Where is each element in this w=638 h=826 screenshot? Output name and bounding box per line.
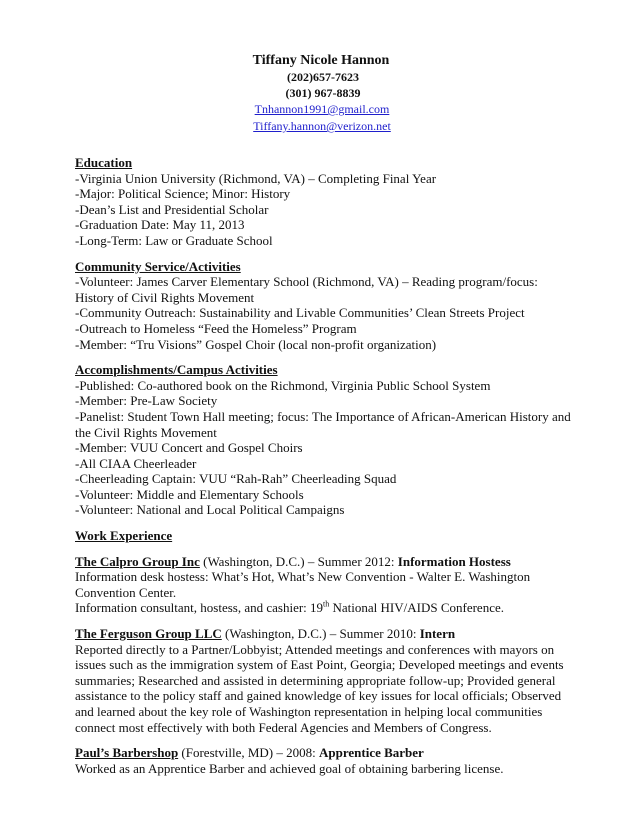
section-heading: Community Service/Activities bbox=[75, 258, 241, 274]
job-meta: (Washington, D.C.) – Summer 2010: bbox=[221, 626, 420, 642]
section-heading: Education bbox=[75, 155, 133, 170]
job-description-line: assistance to the policy staff and gained knowledge of key issues for local officials; Observed bbox=[75, 688, 562, 704]
job-meta: (Forestville, MD) – 2008: bbox=[178, 745, 319, 761]
job-title-line bbox=[75, 626, 565, 642]
ordinal-suffix: th bbox=[323, 600, 330, 610]
section-heading: Work Experience bbox=[75, 528, 173, 544]
job-role: Information Hostess bbox=[397, 553, 511, 569]
job-description-line: summaries; Researched and assisted in determining appropriate follow-up; Provided general bbox=[75, 672, 556, 688]
job-organization: Paul’s Barbershop bbox=[75, 745, 179, 761]
job-organization: The Ferguson Group LLC bbox=[75, 626, 222, 642]
accomplishments-section bbox=[75, 362, 571, 518]
resume-body bbox=[75, 155, 571, 786]
accomplishment-line: -Volunteer: Middle and Elementary Schools bbox=[75, 486, 304, 502]
accomplishment-line: -All CIAA Cheerleader bbox=[75, 455, 197, 471]
accomplishment-line: the Civil Rights Movement bbox=[75, 424, 217, 440]
job-description-line: Reported directly to a Partner/Lobbyist; Attended meetings and conferences with mayors on bbox=[75, 641, 555, 657]
job-description-line bbox=[75, 600, 565, 616]
section-heading: Accomplishments/Campus Activities bbox=[75, 362, 278, 378]
community-line: History of Civil Rights Movement bbox=[75, 289, 255, 305]
candidate-name: Tiffany Nicole Hannon bbox=[252, 53, 390, 68]
job-title-line bbox=[75, 745, 565, 761]
education-section bbox=[75, 155, 565, 249]
community-section bbox=[75, 259, 565, 353]
job-title-line bbox=[75, 554, 565, 570]
community-line: -Community Outreach: Sustainability and Livable Communities’ Clean Streets Project bbox=[75, 305, 525, 321]
education-line: -Major: Political Science; Minor: History bbox=[75, 186, 291, 202]
job-meta: (Washington, D.C.) – Summer 2012: bbox=[199, 553, 398, 569]
job-description-line: connect most effectively with both Federal Agencies and Members of Congress. bbox=[75, 719, 492, 735]
phone-primary: (202)657-7623 bbox=[287, 70, 359, 84]
community-line: -Volunteer: James Carver Elementary School (Richmond, VA) – Reading program/focus: bbox=[75, 274, 538, 290]
job-role: Intern bbox=[419, 626, 456, 642]
job-description-line: Convention Center. bbox=[75, 584, 177, 600]
job-description-line: Worked as an Apprentice Barber and achieved goal of obtaining barbering license. bbox=[75, 760, 504, 776]
job-organization: The Calpro Group Inc bbox=[75, 553, 200, 569]
accomplishment-line: -Volunteer: National and Local Political Campaigns bbox=[75, 502, 345, 518]
email-link-primary[interactable]: Tnhannon1991@gmail.com bbox=[254, 102, 390, 116]
email-link-secondary[interactable]: Tiffany.hannon@verizon.net bbox=[253, 119, 391, 133]
accomplishment-line: -Published: Co-authored book on the Richmond, Virginia Public School System bbox=[75, 377, 491, 393]
job-description-line: Information desk hostess: What’s Hot, What’s New Convention - Walter E. Washington bbox=[75, 569, 531, 585]
work-section bbox=[75, 528, 565, 776]
job-description-line: issues such as the immigration system of East Point, Georgia; Developed meetings and events bbox=[75, 657, 564, 673]
job-entry-calpro bbox=[75, 554, 565, 616]
accomplishment-line: -Member: Pre-Law Society bbox=[75, 393, 218, 409]
job-description-text: Information consultant, hostess, and cashier: 19 bbox=[75, 600, 324, 616]
job-entry-ferguson bbox=[75, 626, 565, 735]
accomplishment-line: -Panelist: Student Town Hall meeting; focus: The Importance of African-American History and bbox=[75, 408, 571, 424]
accomplishment-line: -Cheerleading Captain: VUU “Rah-Rah” Cheerleading Squad bbox=[75, 471, 397, 487]
community-line: -Member: “Tru Visions” Gospel Choir (local non-profit organization) bbox=[75, 336, 437, 352]
job-description-line: and learned about the key role of Washington representation in helping local communities bbox=[75, 704, 543, 719]
job-role: Apprentice Barber bbox=[319, 745, 424, 761]
community-line: -Outreach to Homeless “Feed the Homeless” Program bbox=[75, 320, 357, 336]
accomplishment-line: -Member: VUU Concert and Gospel Choirs bbox=[75, 440, 303, 456]
job-description-text: National HIV/AIDS Conference. bbox=[329, 600, 504, 616]
phone-secondary: (301) 967-8839 bbox=[285, 86, 361, 100]
education-line: -Long-Term: Law or Graduate School bbox=[75, 232, 273, 248]
education-line: -Graduation Date: May 11, 2013 bbox=[75, 217, 245, 233]
resume-header bbox=[0, 53, 638, 135]
job-entry-barbershop bbox=[75, 745, 565, 776]
education-line: -Dean’s List and Presidential Scholar bbox=[75, 201, 269, 217]
education-line: -Virginia Union University (Richmond, VA) – Completing Final Year bbox=[75, 170, 437, 186]
